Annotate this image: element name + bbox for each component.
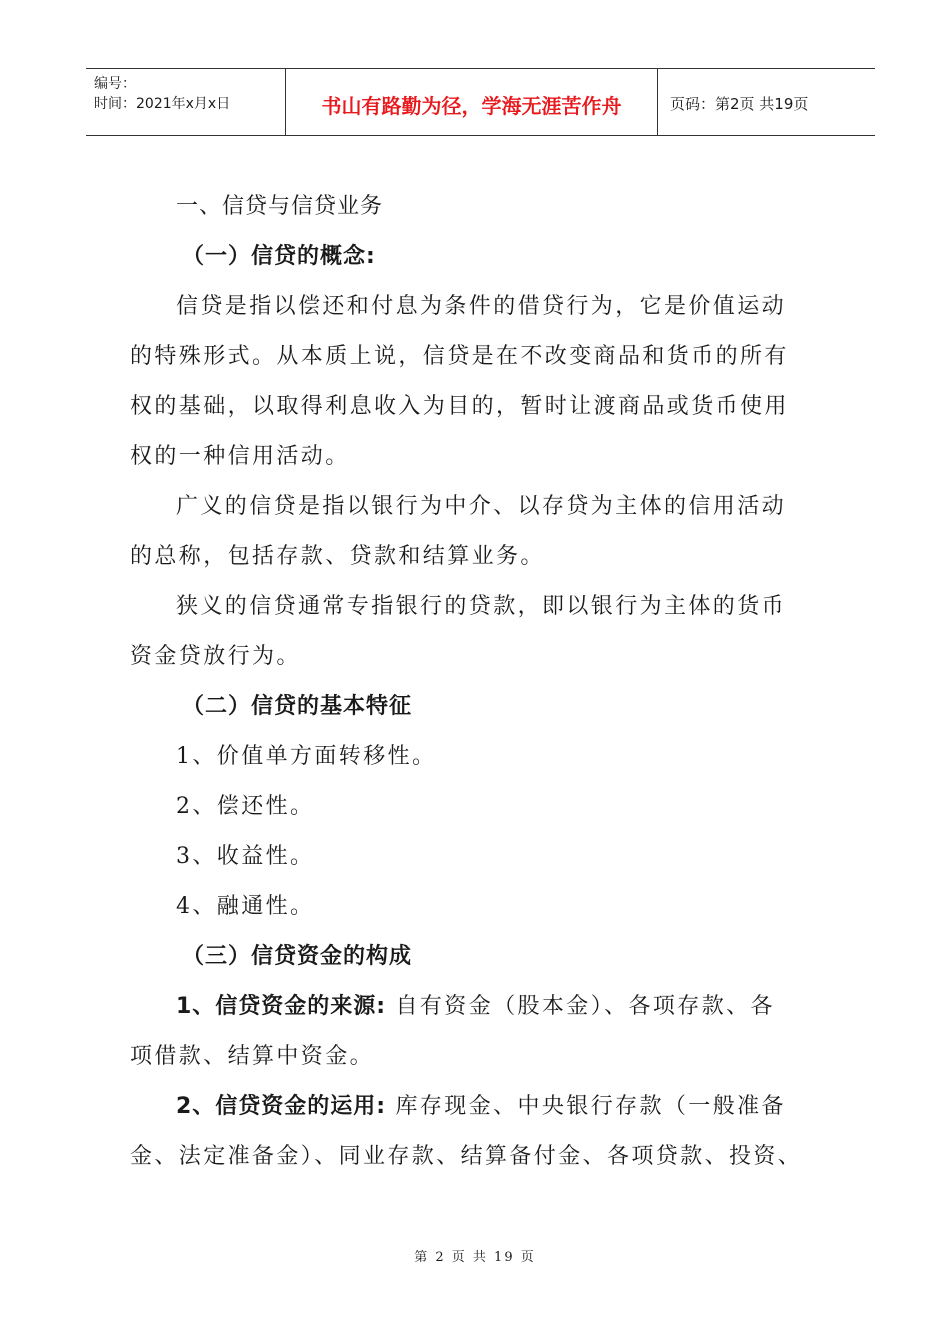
paragraph-line: 权的一种信用活动。 bbox=[130, 444, 350, 469]
header-time-label: 时间：2021年x月x日 bbox=[94, 96, 231, 112]
paragraph-line: 项借款、结算中资金。 bbox=[130, 1044, 375, 1069]
paragraph-line: 金、法定准备金）、同业存款、结算备付金、各项贷款、投资、 bbox=[130, 1144, 803, 1169]
paragraph-line: 权的基础，以取得利息收入为目的，暂时让渡商品或货币使用 bbox=[130, 394, 789, 419]
paragraph-line: 狭义的信贷通常专指银行的贷款，即以银行为主体的货币 bbox=[176, 594, 787, 619]
list-item: 1、价值单方面转移性。 bbox=[176, 744, 437, 769]
header-motto: 书山有路勤为径，学海无涯苦作舟 bbox=[286, 69, 658, 135]
paragraph-credit-definition bbox=[130, 282, 830, 482]
subsection-title-2: （二）信贷的基本特征 bbox=[182, 694, 413, 719]
paragraph-line bbox=[130, 982, 830, 1032]
document-header bbox=[86, 68, 875, 136]
header-meta bbox=[86, 69, 286, 135]
fund-sources-label: 1、信贷资金的来源: bbox=[176, 994, 387, 1019]
list-item: 4、融通性。 bbox=[176, 894, 315, 919]
paragraph-broad-credit bbox=[130, 482, 830, 582]
paragraph-fund-uses bbox=[130, 1082, 830, 1182]
list-item: 3、收益性。 bbox=[176, 844, 315, 869]
feature-list bbox=[130, 732, 830, 932]
paragraph-line: 广义的信贷是指以银行为中介、以存贷为主体的信用活动 bbox=[176, 494, 787, 519]
paragraph-line: 的总称，包括存款、贷款和结算业务。 bbox=[130, 544, 545, 569]
paragraph-narrow-credit bbox=[130, 582, 830, 682]
paragraph-line: 的特殊形式。从本质上说，信贷是在不改变商品和货币的所有 bbox=[130, 344, 789, 369]
header-page-label: 页码：第2页 共19页 bbox=[670, 94, 809, 113]
paragraph-line: 信贷是指以偿还和付息为条件的借贷行为，它是价值运动 bbox=[176, 294, 787, 319]
subsection-title-3: （三）信贷资金的构成 bbox=[182, 944, 413, 969]
page-footer: 第 2 页 共 19 页 bbox=[414, 1250, 536, 1265]
fund-sources-text: 自有资金（股本金）、各项存款、各 bbox=[386, 994, 775, 1019]
paragraph-line: 资金贷放行为。 bbox=[130, 644, 301, 669]
fund-uses-label: 2、信贷资金的运用: bbox=[176, 1094, 387, 1119]
header-number-label: 编号： bbox=[94, 76, 136, 92]
paragraph-line bbox=[130, 1082, 830, 1132]
section-title-1: 一、信贷与信贷业务 bbox=[176, 194, 384, 219]
fund-uses-text: 库存现金、中央银行存款（一般准备 bbox=[386, 1094, 786, 1119]
paragraph-fund-sources bbox=[130, 982, 830, 1082]
document-body bbox=[130, 182, 830, 1182]
subsection-title-1: （一）信贷的概念: bbox=[182, 244, 376, 269]
list-item: 2、偿还性。 bbox=[176, 794, 315, 819]
